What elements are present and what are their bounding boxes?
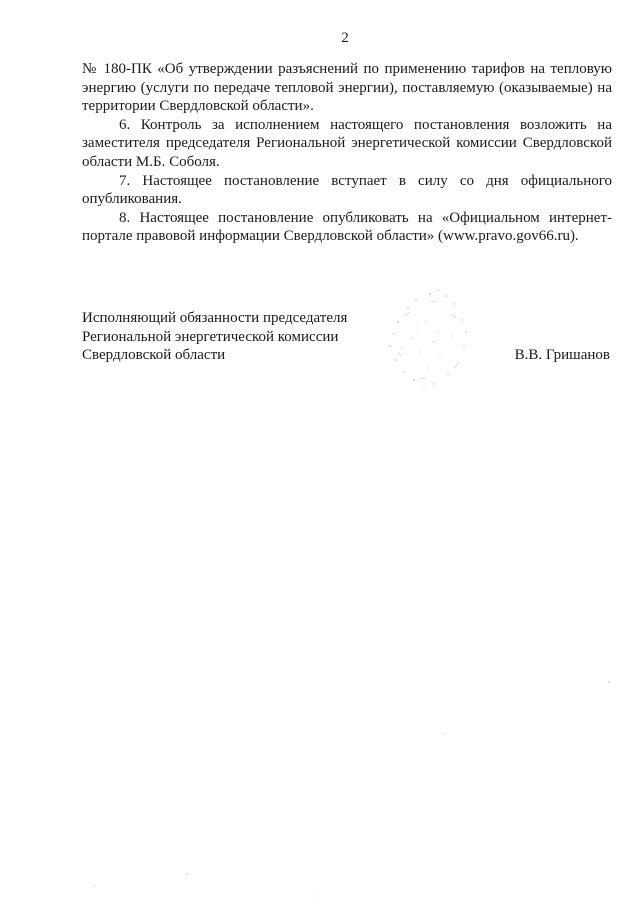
scan-speck [606, 680, 612, 684]
signatory-name: В.В. Гришанов [514, 347, 610, 363]
document-body [82, 60, 612, 246]
scan-speck [92, 884, 98, 888]
paragraph-item-8-publish: 8. Настоящее постановление опубликовать на «Официальном интернет-портале правовой информации Свердловской области» (www.pravo.gov66.ru). [82, 209, 612, 245]
signatory-region-line: Свердловской области [82, 347, 226, 364]
paragraph-item-7-effective: 7. Настоящее постановление вступает в силу со дня официального опубликования. [82, 172, 612, 208]
scan-speck [310, 894, 316, 898]
page-number: 2 [341, 30, 349, 46]
paragraph-tariff-reference: № 180-ПК «Об утверждении разъяснений по применению тарифов на тепловую энергию (услуги по передаче тепловой энергии), поставляемую (оказываемые) на территории Свердловской области». [82, 61, 612, 115]
signatory-organization-line: Региональной энергетической комиссии [82, 328, 339, 345]
signatory-position-line: Исполняющий обязанности председателя [82, 310, 348, 326]
scan-speck [440, 732, 446, 736]
scan-speck [184, 872, 190, 876]
paragraph-item-6-control: 6. Контроль за исполнением настоящего постановления возложить на заместителя председателя Региональной энергетической комиссии Свердловской области М.Б. Соболя. [82, 116, 612, 170]
signature-block [82, 309, 612, 365]
